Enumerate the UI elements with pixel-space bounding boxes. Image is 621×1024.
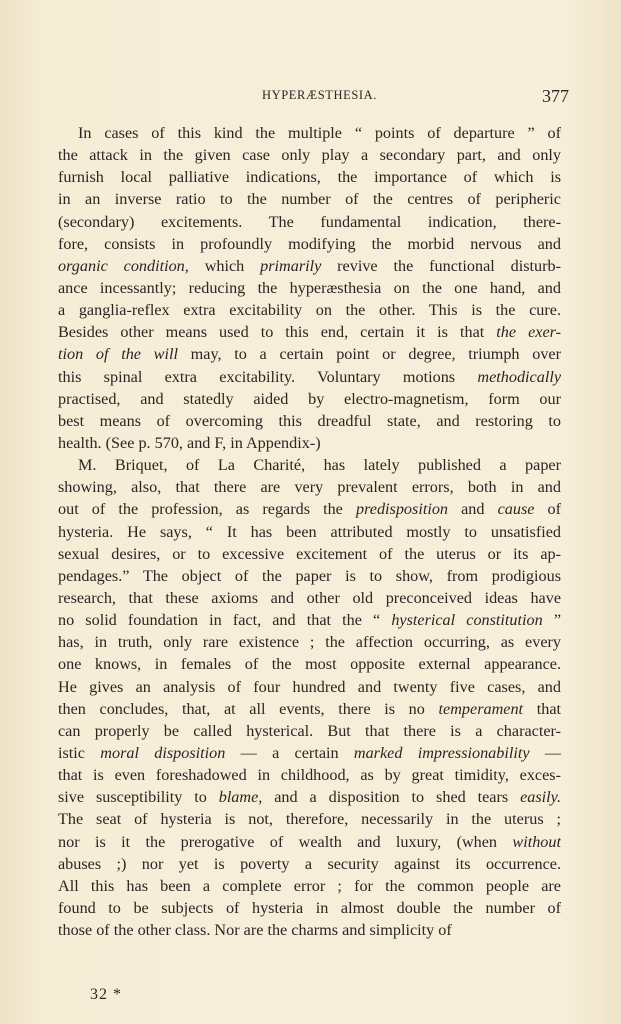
text-run: that is even foreshadowed in childhood, as by great timidity, exces- bbox=[58, 766, 561, 785]
text-run: ” bbox=[542, 611, 561, 630]
italic-text: methodically bbox=[477, 367, 561, 386]
text-line bbox=[58, 343, 561, 365]
page-number: 377 bbox=[542, 86, 569, 106]
italic-text: tion of the will bbox=[58, 345, 178, 364]
text-line bbox=[58, 565, 561, 587]
text-line bbox=[58, 919, 561, 941]
text-run: of bbox=[534, 500, 561, 519]
text-run: health. (See p. 570, and F, in Appendix-) bbox=[58, 433, 321, 452]
text-run: sexual desires, or to excessive excitement of the uterus or its ap- bbox=[58, 544, 561, 563]
text-run: may, to a certain point or degree, triumph over bbox=[177, 345, 561, 364]
text-run: out of the profession, as regards the bbox=[58, 500, 356, 519]
text-run: pendages.” The object of the paper is to show, from prodigious bbox=[58, 566, 561, 585]
text-line bbox=[58, 609, 561, 631]
text-run: and bbox=[448, 500, 498, 519]
italic-text: easily. bbox=[520, 788, 561, 807]
text-run: — a certain bbox=[225, 743, 354, 762]
text-line bbox=[58, 233, 561, 255]
text-line bbox=[58, 853, 561, 875]
text-run: a ganglia-reflex extra excitability on the other. This is the cure. bbox=[58, 301, 561, 320]
text-run: practised, and statedly aided by electro-magnetism, form our bbox=[58, 389, 561, 408]
text-run: has, in truth, only rare existence ; the affection occurring, as every bbox=[58, 633, 561, 652]
text-run: in an inverse ratio to the number of the centres of peripheric bbox=[58, 190, 561, 209]
text-run: best means of overcoming this dreadful state, and restoring to bbox=[58, 411, 561, 430]
text-run: can properly be called hysterical. But that there is a character- bbox=[58, 721, 561, 740]
text-run: — bbox=[529, 743, 561, 762]
text-run: The seat of hysteria is not, therefore, necessarily in the uterus ; bbox=[58, 810, 561, 829]
text-line bbox=[58, 676, 561, 698]
text-line bbox=[58, 786, 561, 808]
text-line bbox=[58, 299, 561, 321]
text-run: found to be subjects of hysteria in almost double the number of bbox=[58, 898, 561, 917]
text-line bbox=[58, 211, 561, 233]
text-run: fore, consists in profoundly modifying the morbid nervous and bbox=[58, 234, 561, 253]
text-line bbox=[58, 698, 561, 720]
text-line bbox=[58, 410, 561, 432]
text-run: that bbox=[523, 699, 561, 718]
text-line bbox=[58, 808, 561, 830]
text-line bbox=[58, 122, 561, 144]
text-line bbox=[58, 498, 561, 520]
body-text bbox=[58, 122, 561, 941]
italic-text: hysterical constitution bbox=[391, 611, 543, 630]
text-run: this spinal extra excitability. Voluntary motions bbox=[58, 367, 478, 386]
italic-text: without bbox=[512, 832, 561, 851]
text-line bbox=[58, 764, 561, 786]
italic-text: organic condition, bbox=[58, 256, 189, 275]
italic-text: marked impressionability bbox=[353, 743, 530, 762]
text-run: ance incessantly; reducing the hyperæsthesia on the one hand, and bbox=[58, 278, 561, 297]
text-run: abuses ;) nor yet is poverty a security against its occurrence. bbox=[58, 854, 561, 873]
text-line bbox=[58, 321, 561, 343]
text-run: hysteria. He says, “ It has been attributed mostly to unsatisfied bbox=[58, 522, 561, 541]
italic-text: temperament bbox=[438, 699, 524, 718]
text-run: istic bbox=[58, 743, 101, 762]
text-run: revive the functional disturb- bbox=[321, 256, 561, 275]
text-run: and a disposition to shed tears bbox=[262, 788, 521, 807]
text-run: In cases of this kind the multiple “ points of departure ” of bbox=[78, 124, 561, 142]
italic-text: the exer- bbox=[496, 323, 561, 342]
text-line bbox=[58, 432, 561, 454]
text-run: furnish local palliative indications, the importance of which is bbox=[58, 168, 561, 187]
text-line bbox=[58, 454, 561, 476]
text-line bbox=[58, 277, 561, 299]
text-run: M. Briquet, of La Charité, has lately published a paper bbox=[78, 456, 561, 475]
text-run: the attack in the given case only play a secondary part, and only bbox=[58, 146, 561, 165]
text-run: then concludes, that, at all events, there is no bbox=[58, 699, 439, 718]
text-line bbox=[58, 720, 561, 742]
text-line bbox=[58, 366, 561, 388]
text-run: sive susceptibility to bbox=[58, 788, 219, 807]
text-line bbox=[58, 742, 561, 764]
text-line bbox=[58, 543, 561, 565]
text-run: one knows, in females of the most opposite external appearance. bbox=[58, 655, 561, 674]
italic-text: predisposition bbox=[355, 500, 449, 519]
text-line bbox=[58, 875, 561, 897]
text-line bbox=[58, 188, 561, 210]
text-line bbox=[58, 476, 561, 498]
italic-text: primarily bbox=[260, 256, 322, 275]
running-head bbox=[0, 86, 621, 108]
running-head-title: HYPERÆSTHESIA. bbox=[262, 88, 378, 102]
text-line bbox=[58, 897, 561, 919]
text-run: nor is it the prerogative of wealth and luxury, (when bbox=[58, 832, 513, 851]
italic-text: moral disposition bbox=[100, 743, 226, 762]
text-line bbox=[58, 388, 561, 410]
italic-text: cause bbox=[497, 500, 535, 519]
text-line bbox=[58, 144, 561, 166]
italic-text: blame, bbox=[218, 788, 263, 807]
text-run: no solid foundation in fact, and that the “ bbox=[58, 611, 392, 630]
text-run: (secondary) excitements. The fundamental indication, there- bbox=[58, 212, 561, 231]
text-line bbox=[58, 166, 561, 188]
text-run: All this has been a complete error ; for the common people are bbox=[58, 876, 561, 895]
text-run: research, that these axioms and other old preconceived ideas have bbox=[58, 588, 561, 607]
text-line bbox=[58, 255, 561, 277]
text-line bbox=[58, 631, 561, 653]
text-run: Besides other means used to this end, certain it is that bbox=[58, 323, 497, 342]
text-line bbox=[58, 521, 561, 543]
text-line bbox=[58, 653, 561, 675]
text-run: showing, also, that there are very prevalent errors, both in and bbox=[58, 478, 561, 497]
text-line bbox=[58, 831, 561, 853]
signature-mark: 32 * bbox=[90, 986, 122, 1003]
text-line bbox=[58, 587, 561, 609]
text-run: He gives an analysis of four hundred and twenty five cases, and bbox=[58, 677, 561, 696]
text-run: which bbox=[188, 256, 261, 275]
text-run: those of the other class. Nor are the charms and simplicity of bbox=[58, 921, 452, 940]
